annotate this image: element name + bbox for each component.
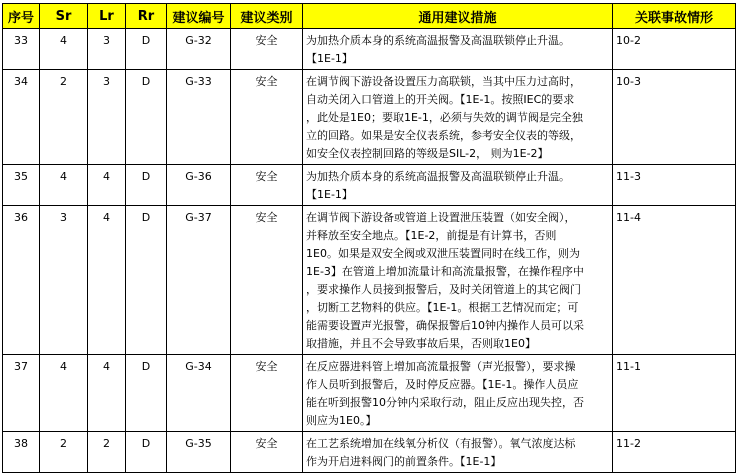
cell-measure: 为加热介质本身的系统高温报警及高温联锁停止升温。 【1E-1】 — [303, 165, 613, 206]
recommendation-table-wrapper — [2, 3, 736, 473]
cell-sr: 3 — [40, 206, 88, 355]
cell-type: 安全 — [231, 432, 303, 473]
cell-code: G-34 — [167, 355, 231, 432]
cell-rr: D — [126, 206, 167, 355]
cell-measure: 在调节阀下游设备或管道上设置泄压装置（如安全阀）， 并释放至安全地点。【1E-2，前提是有计算书，否则 1E0。如果是双安全阀或双泄压装置同时在线工作，则为 1E-3】在管道上增加流量计和高流量报警，在操作程序中 ，要求操作人员接到报警后，及时关闭管道上的其它阀门 ，切断工艺物料的供应。【1E-1。根据工艺情况而定；可 能需要设置声光报警，确保报警后10钟内操作人员可以采 取措施，并且不会导致事故后果，否则取1E0】 — [303, 206, 613, 355]
cell-rr: D — [126, 165, 167, 206]
cell-lr: 4 — [88, 355, 126, 432]
table-row — [3, 29, 736, 70]
cell-sr: 2 — [40, 70, 88, 165]
cell-case: 10-3 — [613, 70, 736, 165]
cell-case: 11-4 — [613, 206, 736, 355]
table-row — [3, 70, 736, 165]
table-row — [3, 432, 736, 473]
cell-sr: 4 — [40, 355, 88, 432]
cell-lr: 4 — [88, 165, 126, 206]
table-header-row — [3, 4, 736, 29]
table-row — [3, 206, 736, 355]
cell-case: 10-2 — [613, 29, 736, 70]
cell-type: 安全 — [231, 165, 303, 206]
cell-seq: 37 — [3, 355, 40, 432]
cell-case: 11-3 — [613, 165, 736, 206]
cell-measure: 在调节阀下游设备设置压力高联锁，当其中压力过高时， 自动关闭入口管道上的开关阀。【1E-1。按照IEC的要求 ，此处是1E0；要取1E-1，必须与失效的调节阀是完全独 立的回路。如果是安全仪表系统，参考安全仪表的等级， 如安全仪表控制回路的等级是SIL-2， 则为1E-2】 — [303, 70, 613, 165]
cell-rr: D — [126, 70, 167, 165]
header-lr: Lr — [88, 4, 126, 29]
cell-type: 安全 — [231, 70, 303, 165]
cell-measure: 在反应器进料管上增加高流量报警（声光报警），要求操 作人员听到报警后，及时停反应器。【1E-1。操作人员应 能在听到报警10分钟内采取行动，阻止反应出现失控，否 则应为1E0。】 — [303, 355, 613, 432]
cell-measure: 为加热介质本身的系统高温报警及高温联锁停止升温。 【1E-1】 — [303, 29, 613, 70]
cell-lr: 3 — [88, 29, 126, 70]
cell-code: G-37 — [167, 206, 231, 355]
header-type: 建议类别 — [231, 4, 303, 29]
cell-sr: 4 — [40, 29, 88, 70]
cell-seq: 33 — [3, 29, 40, 70]
header-measure: 通用建议措施 — [303, 4, 613, 29]
table-row — [3, 165, 736, 206]
cell-rr: D — [126, 432, 167, 473]
cell-type: 安全 — [231, 29, 303, 70]
recommendation-table — [2, 3, 736, 473]
header-case: 关联事故情形 — [613, 4, 736, 29]
cell-seq: 35 — [3, 165, 40, 206]
cell-code: G-32 — [167, 29, 231, 70]
header-code: 建议编号 — [167, 4, 231, 29]
cell-type: 安全 — [231, 206, 303, 355]
cell-seq: 34 — [3, 70, 40, 165]
cell-sr: 2 — [40, 432, 88, 473]
cell-sr: 4 — [40, 165, 88, 206]
header-seq: 序号 — [3, 4, 40, 29]
cell-type: 安全 — [231, 355, 303, 432]
cell-code: G-35 — [167, 432, 231, 473]
cell-rr: D — [126, 355, 167, 432]
table-row — [3, 355, 736, 432]
header-rr: Rr — [126, 4, 167, 29]
cell-rr: D — [126, 29, 167, 70]
cell-case: 11-2 — [613, 432, 736, 473]
cell-code: G-36 — [167, 165, 231, 206]
cell-lr: 4 — [88, 206, 126, 355]
cell-seq: 36 — [3, 206, 40, 355]
cell-code: G-33 — [167, 70, 231, 165]
cell-lr: 3 — [88, 70, 126, 165]
cell-lr: 2 — [88, 432, 126, 473]
cell-measure: 在工艺系统增加在线氧分析仪（有报警）。氧气浓度达标 作为开启进料阀门的前置条件。【1E-1】 — [303, 432, 613, 473]
header-sr: Sr — [40, 4, 88, 29]
cell-case: 11-1 — [613, 355, 736, 432]
cell-seq: 38 — [3, 432, 40, 473]
